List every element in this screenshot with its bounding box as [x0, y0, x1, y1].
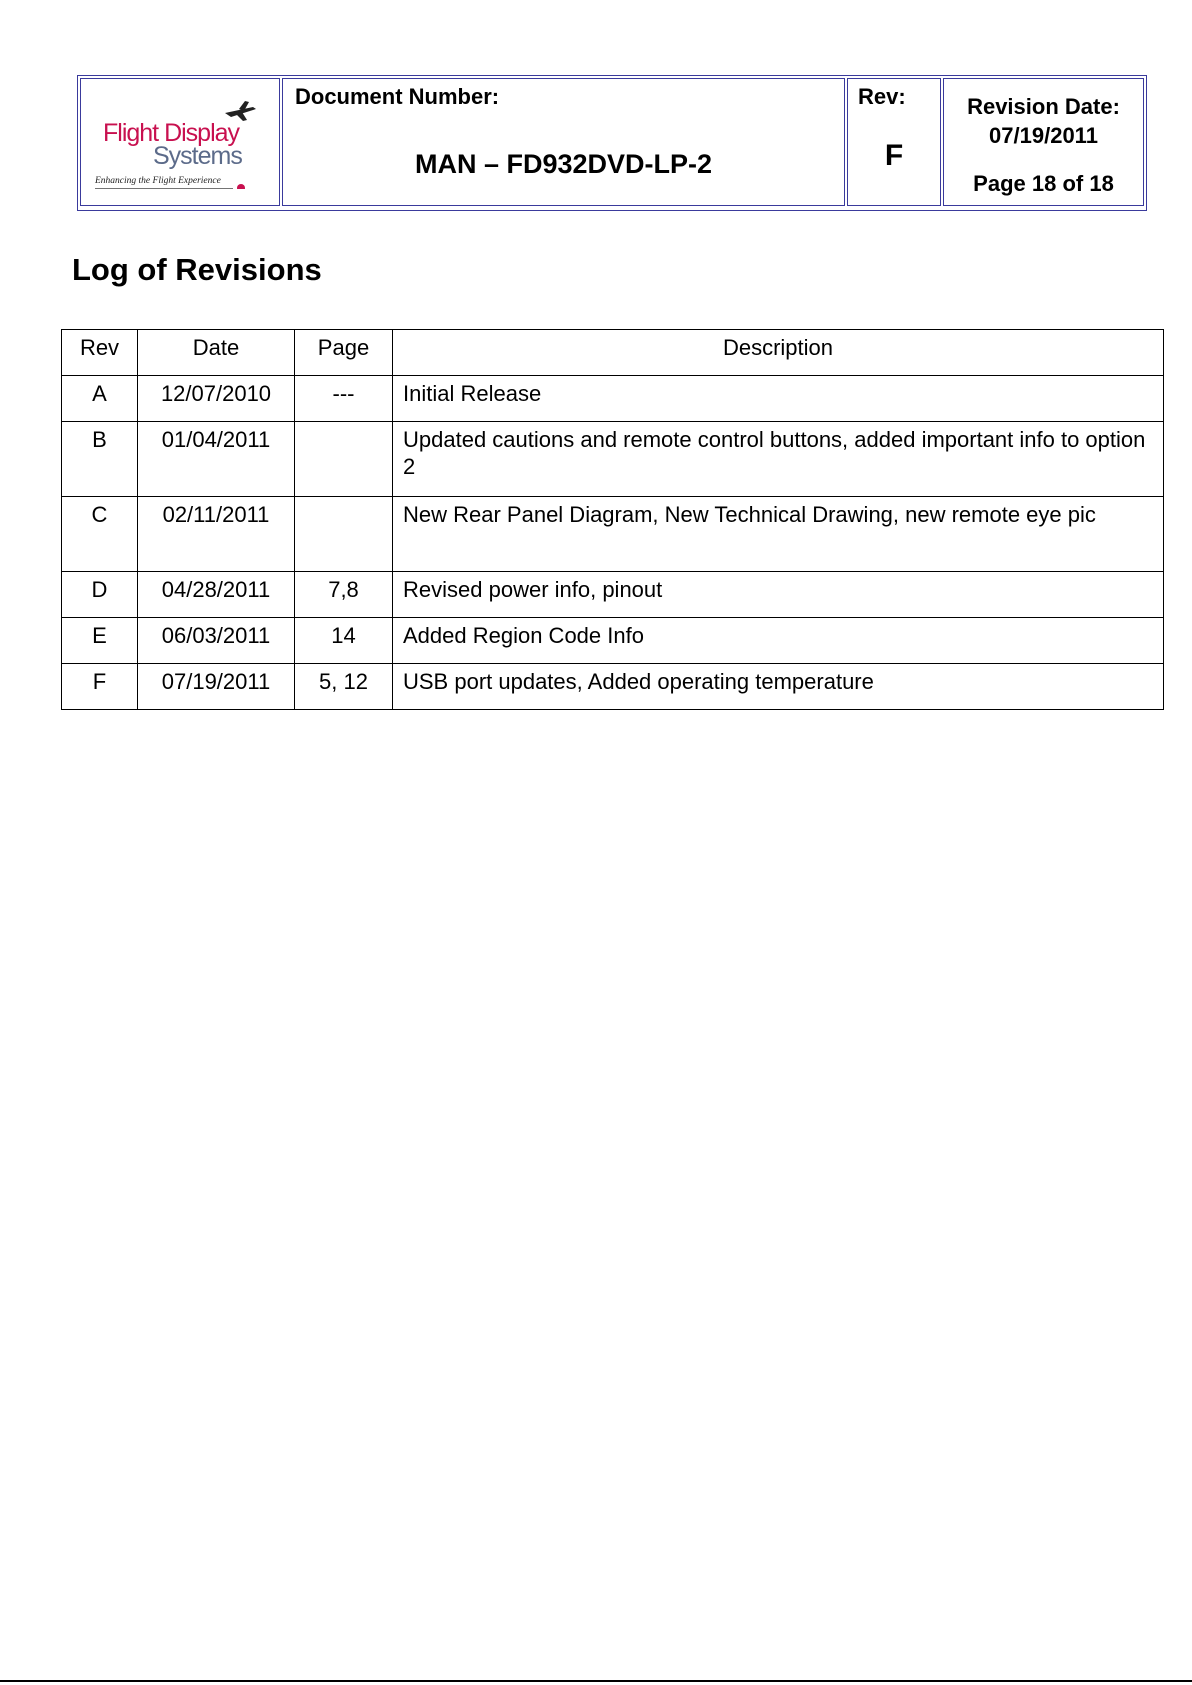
cell-date: 01/04/2011 — [138, 422, 295, 497]
cell-date: 12/07/2010 — [138, 376, 295, 422]
document-header — [77, 75, 1147, 211]
cell-rev: C — [62, 497, 138, 572]
cell-page: 14 — [295, 618, 393, 664]
col-header-description: Description — [393, 330, 1164, 376]
logo-cell — [80, 78, 280, 206]
cell-date: 04/28/2011 — [138, 572, 295, 618]
cell-rev: D — [62, 572, 138, 618]
cell-rev: B — [62, 422, 138, 497]
footer-rule — [0, 1680, 1192, 1682]
airplane-icon — [225, 101, 256, 121]
cell-page — [295, 497, 393, 572]
table-row — [62, 497, 1164, 572]
cell-description: Initial Release — [393, 376, 1164, 422]
page-number: Page 18 of 18 — [973, 171, 1114, 196]
revision-value: F — [884, 139, 904, 172]
cell-description: Revised power info, pinout — [393, 572, 1164, 618]
cell-description: Added Region Code Info — [393, 618, 1164, 664]
table-row — [62, 618, 1164, 664]
table-row — [62, 572, 1164, 618]
cell-description: New Rear Panel Diagram, New Technical Drawing, new remote eye pic — [393, 497, 1164, 572]
cell-page: 7,8 — [295, 572, 393, 618]
table-row — [62, 376, 1164, 422]
revision-log-table — [61, 329, 1164, 710]
cell-description: Updated cautions and remote control buttons, added important info to option 2 — [393, 422, 1164, 497]
page-title: Log of Revisions — [72, 252, 322, 287]
revision-date-label: Revision Date: — [967, 94, 1120, 119]
cell-rev: E — [62, 618, 138, 664]
cell-page: --- — [295, 376, 393, 422]
revision-date-cell — [943, 78, 1144, 206]
col-header-date: Date — [138, 330, 295, 376]
table-header-row — [62, 330, 1164, 376]
revision-label: Rev: — [858, 84, 906, 109]
cell-date: 02/11/2011 — [138, 497, 295, 572]
document-number-label: Document Number: — [295, 84, 500, 109]
document-number-cell — [282, 78, 845, 206]
col-header-page: Page — [295, 330, 393, 376]
cell-page — [295, 422, 393, 497]
table-row — [62, 664, 1164, 710]
revision-cell — [847, 78, 941, 206]
cell-date: 07/19/2011 — [138, 664, 295, 710]
logo-line1: Flight Display — [103, 119, 240, 147]
cell-description: USB port updates, Added operating temperature — [393, 664, 1164, 710]
cell-date: 06/03/2011 — [138, 618, 295, 664]
cell-page: 5, 12 — [295, 664, 393, 710]
logo-tagline: Enhancing the Flight Experience — [95, 176, 221, 186]
cell-rev: A — [62, 376, 138, 422]
document-number: MAN – FD932DVD-LP-2 — [414, 149, 713, 179]
revision-date: 07/19/2011 — [989, 123, 1098, 148]
logo-line2: Systems — [153, 142, 242, 170]
cell-rev: F — [62, 664, 138, 710]
company-logo — [93, 99, 271, 189]
table-row — [62, 422, 1164, 497]
col-header-rev: Rev — [62, 330, 138, 376]
